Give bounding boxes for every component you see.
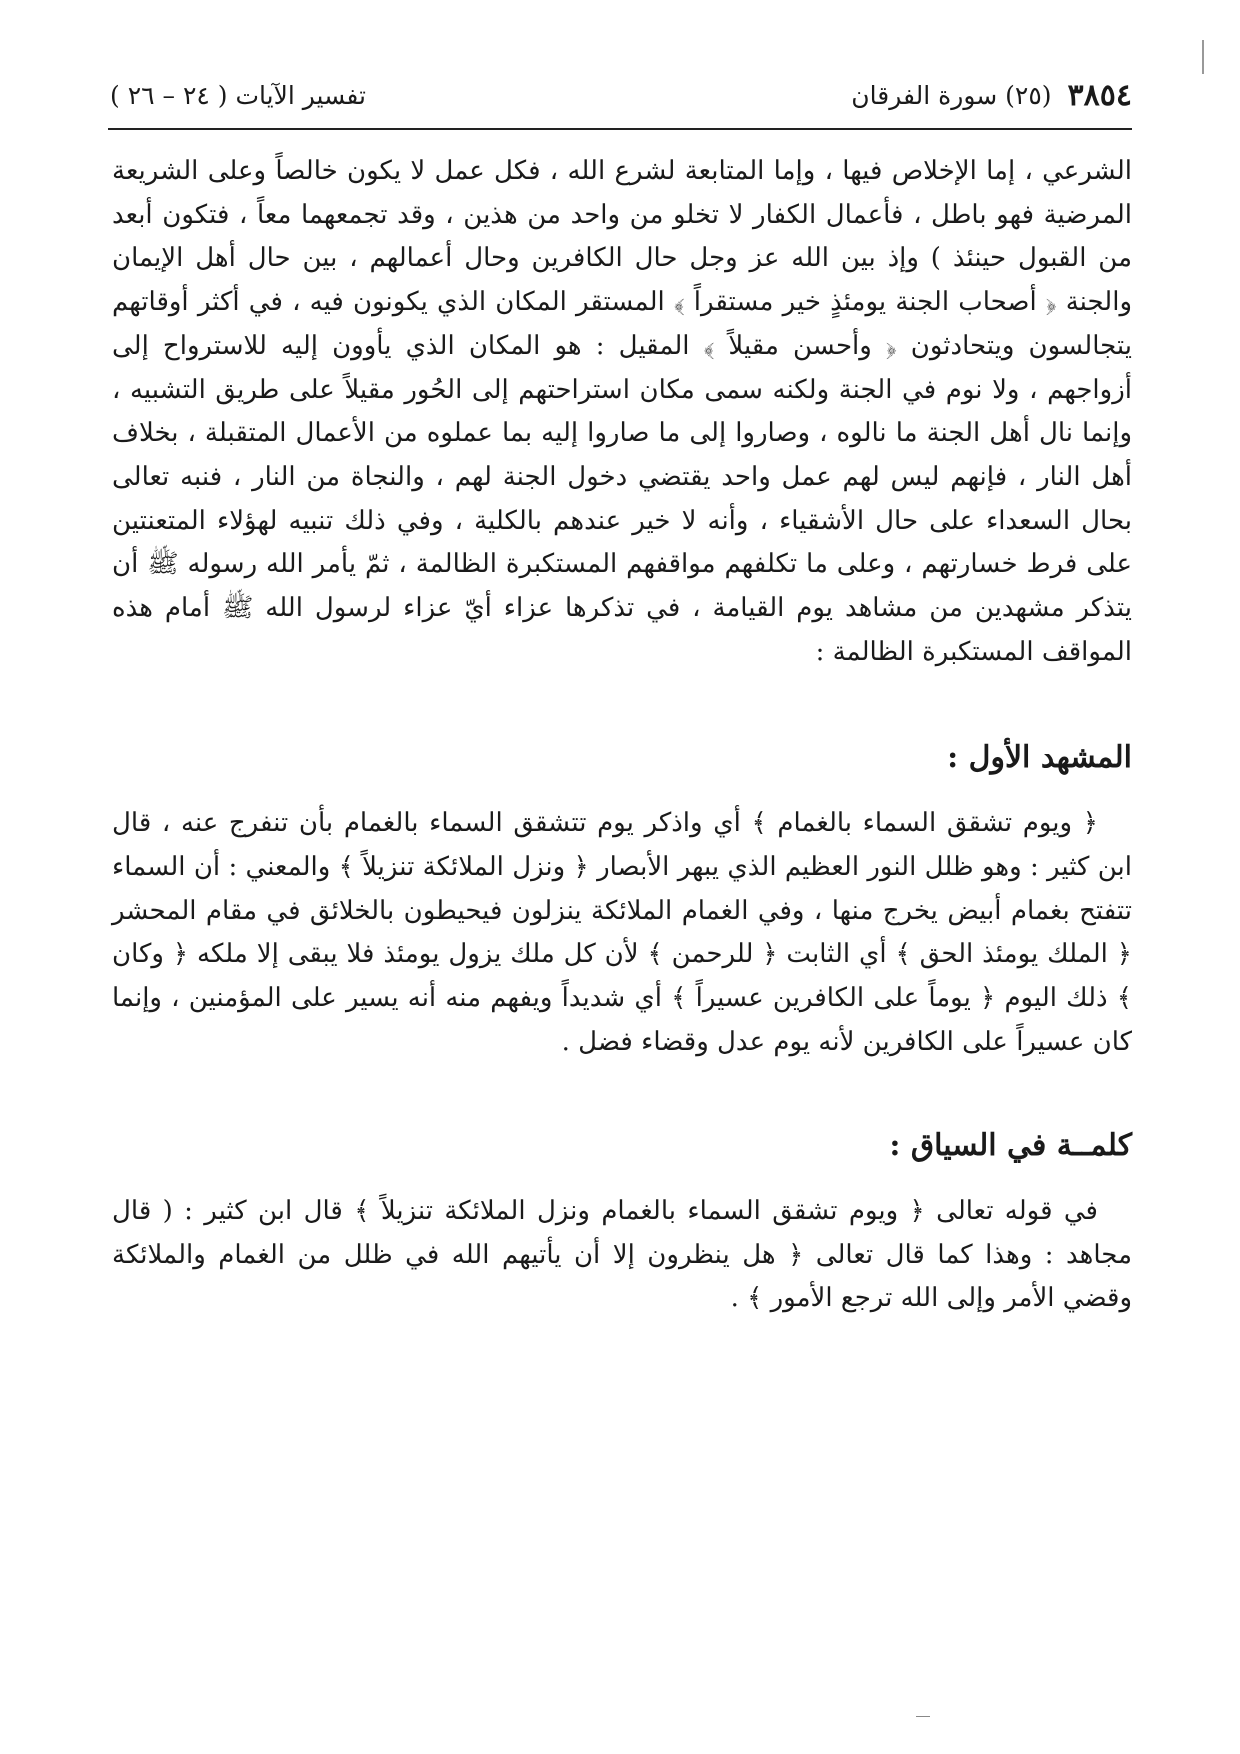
- page-body: [112, 150, 1132, 1321]
- header-rule: [108, 128, 1132, 130]
- bottom-mark: [916, 1716, 930, 1717]
- page-header: [110, 70, 1132, 120]
- paragraph-3: في قوله تعالى ﴿ ويوم تشقق السماء بالغمام ونزل الملائكة تنزيلاً ﴾ قال ابن كثير : ( قال مجاهد : وهذا كما قال تعالى ﴿ هل ينظرون إلا أن يأتيهم الله في ظلل من الغمام والملائكة وقضي الأمر وإلى الله ترجع الأمور ﴾ .: [112, 1196, 1132, 1314]
- surah-name: (٢٥) سورة الفرقان: [851, 80, 1052, 110]
- header-right-group: [851, 78, 1132, 113]
- heading-context-word: كلمــة في السياق :: [889, 1128, 1132, 1164]
- paragraph-2: ﴿ ويوم تشقق السماء بالغمام ﴾ أي واذكر يوم تتشقق السماء بالغمام بأن تنفرج عنه ، قال ابن كثير : وهو ظلل النور العظيم الذي يبهر الأبصار ﴿ ونزل الملائكة تنزيلاً ﴾ والمعني : أن السماء تتفتح بغمام أبيض يخرج منها ، وفي الغمام الملائكة ينزلون فيحيطون بالخلائق في مقام المحشر ﴿ الملك يومئذ الحق ﴾ أي الثابت ﴿ للرحمن ﴾ لأن كل ملك يزول يومئذ فلا يبقى إلا ملكه ﴿ وكان ﴾ ذلك اليوم ﴿ يوماً على الكافرين عسيراً ﴾ أي شديداً ويفهم منه أنه يسير على المؤمنين ، وإنما كان عسيراً على الكافرين لأنه يوم عدل وقضاء فضل .: [112, 808, 1132, 1057]
- page-number: ٣٨٥٤: [1067, 77, 1132, 113]
- scan-edge-mark: [1202, 40, 1204, 74]
- paragraph-1: الشرعي ، إما الإخلاص فيها ، وإما المتابعة لشرع الله ، فكل عمل لا يكون خالصاً وعلى الشريعة المرضية فهو باطل ، فأعمال الكفار لا تخلو من واحد من هذين ، وقد تجمعهما معاً ، فتكون أبعد من القبول حينئذ ) وإذ بين الله عز وجل حال الكافرين وحال أعمالهم ، بين حال أهل الإيمان والجنة ﴿ أصحاب الجنة يومئذٍ خير مستقراً ﴾ المستقر المكان الذي يكونون فيه ، في أكثر أوقاتهم يتجالسون ويتحادثون ﴿ وأحسن مقيلاً ﴾ المقيل : هو المكان الذي يأوون إليه للاسترواح إلى أزواجهم ، ولا نوم في الجنة ولكنه سمى مكان استراحتهم إلى الحُور مقيلاً على طريق التشبيه ، وإنما نال أهل الجنة ما نالوه ، وصاروا إلى ما صاروا إليه بما عملوه من الأعمال المتقبلة ، بخلاف أهل النار ، فإنهم ليس لهم عمل واحد يقتضي دخول الجنة لهم ، والنجاة من النار ، فنبه تعالى بحال السعداء على حال الأشقياء ، وأنه لا خير عندهم بالكلية ، وفي ذلك تنبيه لهؤلاء المتعنتين على فرط خسارتهم ، وعلى ما تكلفهم مواقفهم المستكبرة الظالمة ، ثمّ يأمر الله رسوله ﷺ أن يتذكر مشهدين من مشاهد يوم القيامة ، في تذكرها عزاء أيّ عزاء لرسول الله ﷺ أمام هذه المواقف المستكبرة الظالمة :: [112, 156, 1133, 667]
- heading-first-scene: المشهد الأول :: [947, 740, 1132, 776]
- section-title: تفسير الآيات ( ٢٤ – ٢٦ ): [110, 80, 366, 110]
